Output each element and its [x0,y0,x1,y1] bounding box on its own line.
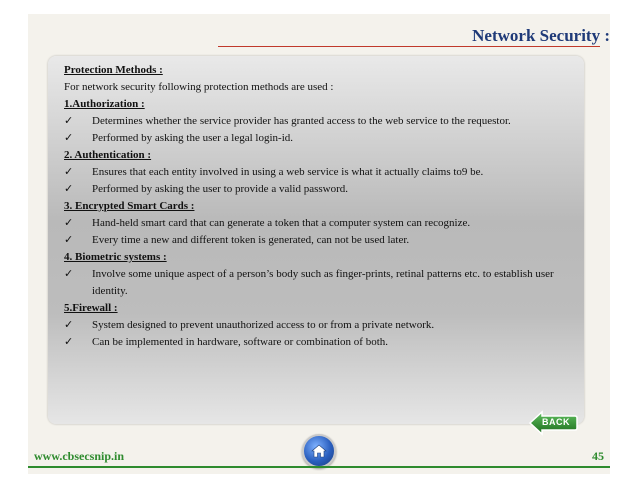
section-authorization [64,96,578,147]
checkmark-icon: ✓ [64,319,74,331]
list-item [64,130,578,147]
checkmark-icon: ✓ [64,183,74,195]
home-icon [311,443,327,459]
checkmark-icon: ✓ [64,166,74,178]
section-authentication [64,147,578,198]
bullet-text: Performed by asking the user a legal login-id. [92,132,294,144]
section-biometric [64,249,578,300]
list-item [64,181,578,198]
intro-heading: Protection Methods : [64,64,163,76]
section-heading: 5.Firewall : [64,302,118,314]
back-button[interactable] [528,410,578,436]
bullet-text: Involve some unique aspect of a person’s body such as finger-prints, retinal patterns etc. to establish user identity. [92,268,554,297]
page-title: Network Security : [472,26,610,45]
checkmark-icon: ✓ [64,268,74,280]
footer-divider [28,466,610,468]
list-item [64,232,578,249]
website-link[interactable]: www.cbsecsnip.in [34,449,125,463]
checkmark-icon: ✓ [64,234,74,246]
section-heading: 2. Authentication : [64,149,152,161]
section-smart-cards [64,198,578,249]
checkmark-icon: ✓ [64,132,74,144]
bullet-text: Ensures that each entity involved in using a web service is what it actually claims to9 be. [92,166,484,178]
bullet-text: Every time a new and different token is generated, can not be used later. [92,234,410,246]
checkmark-icon: ✓ [64,217,74,229]
page-number: 45 [592,449,604,463]
bullet-text: Determines whether the service provider has granted access to the web service to the requestor. [92,115,511,127]
home-button[interactable] [302,434,336,468]
checkmark-icon: ✓ [64,115,74,127]
intro-text: For network security following protection methods are used : [64,81,334,93]
bullet-text: Hand-held smart card that can generate a token that a computer system can recognize. [92,217,471,229]
list-item [64,317,578,334]
checkmark-icon: ✓ [64,336,74,348]
list-item [64,266,578,300]
section-heading: 4. Biometric systems : [64,251,167,263]
bullet-text: Can be implemented in hardware, software or combination of both. [92,336,388,348]
bullet-text: System designed to prevent unauthorized access to or from a private network. [92,319,435,331]
list-item [64,113,578,130]
list-item [64,334,578,351]
list-item [64,164,578,181]
section-firewall [64,300,578,351]
content-body [64,62,578,351]
section-heading: 1.Authorization : [64,98,145,110]
bullet-text: Performed by asking the user to provide a valid password. [92,183,348,195]
section-heading: 3. Encrypted Smart Cards : [64,200,195,212]
title-underline [218,46,600,47]
list-item [64,215,578,232]
back-label: BACK [542,417,570,427]
